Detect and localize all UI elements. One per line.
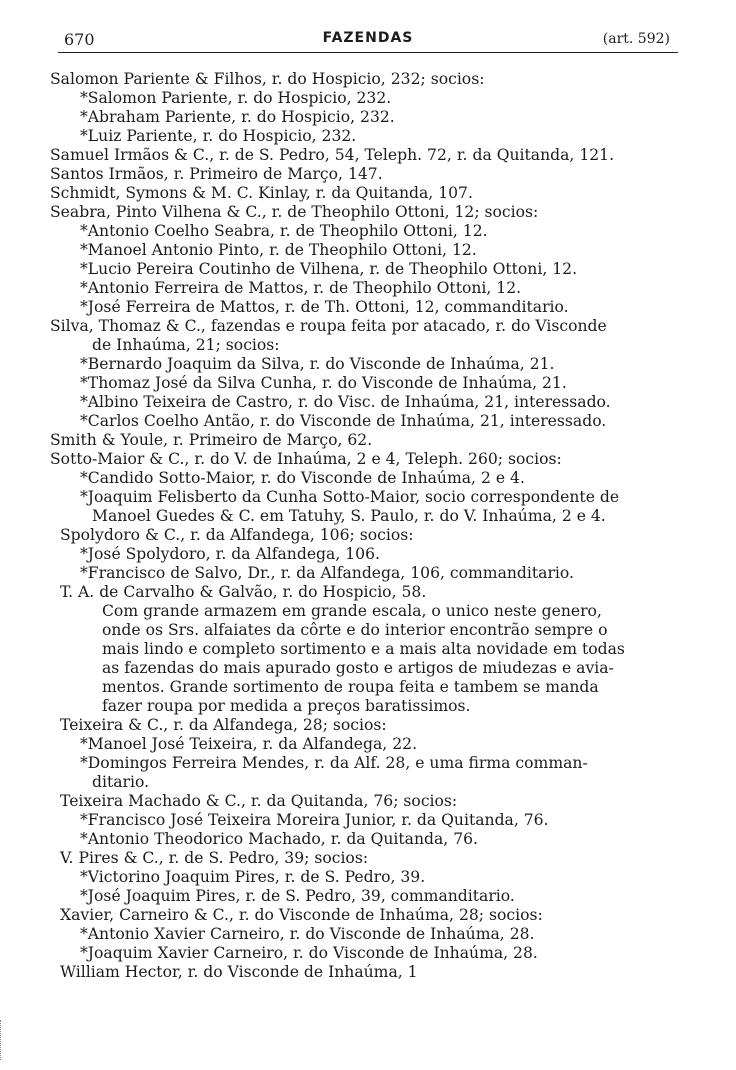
partner-entry: *Antonio Ferreira de Mattos, r. de Theophilo Ottoni, 12. (80, 279, 522, 297)
firm-entry: Smith & Youle, r. Primeiro de Março, 62. (50, 431, 373, 449)
partner-entry: *Lucio Pereira Coutinho de Vilhena, r. de Theophilo Ottoni, 12. (80, 260, 578, 278)
partner-entry: *Domingos Ferreira Mendes, r. da Alf. 28, e uma firma comman- (80, 754, 588, 772)
partner-entry: *José Ferreira de Mattos, r. de Th. Ottoni, 12, commanditario. (80, 298, 569, 316)
partner-entry: *Manoel Antonio Pinto, r. de Theophilo Ottoni, 12. (80, 241, 477, 259)
partner-entry: *Joaquim Felisberto da Cunha Sotto-Maior, socio correspondente de (80, 488, 620, 506)
page-title: FAZENDAS (322, 30, 414, 46)
firm-entry: T. A. de Carvalho & Galvão, r. do Hospicio, 58. (60, 583, 427, 601)
firm-entry: Salomon Pariente & Filhos, r. do Hospicio, 232; socios: (50, 70, 485, 88)
firm-entry: Teixeira & C., r. da Alfandega, 28; socios: (60, 716, 387, 734)
partner-entry: *Bernardo Joaquim da Silva, r. do Visconde de Inhaúma, 21. (80, 355, 555, 373)
firm-entry: V. Pires & C., r. de S. Pedro, 39; socios: (60, 849, 369, 867)
partner-entry: *Luiz Pariente, r. do Hospicio, 232. (80, 127, 357, 145)
firm-entry: Silva, Thomaz & C., fazendas e roupa feita por atacado, r. do Visconde (50, 317, 607, 335)
firm-entry: Xavier, Carneiro & C., r. do Visconde de Inhaúma, 28; socios: (60, 906, 543, 924)
advertisement-text: mais lindo e completo sortimento e a mais alta novidade em todas (102, 640, 625, 658)
advertisement-text: mentos. Grande sortimento de roupa feita e tambem se manda (102, 678, 599, 696)
advertisement-text: as fazendas do mais apurado gosto e artigos de miudezas e avia- (102, 659, 614, 677)
partner-entry: *Manoel José Teixeira, r. da Alfandega, 22. (80, 735, 418, 753)
partner-entry: *Victorino Joaquim Pires, r. de S. Pedro, 39. (80, 868, 426, 886)
page-header (58, 28, 678, 53)
firm-entry: Schmidt, Symons & M. C. Kinlay, r. da Quitanda, 107. (50, 184, 473, 202)
partner-entry: *José Spolydoro, r. da Alfandega, 106. (80, 545, 380, 563)
partner-entry: *Abraham Pariente, r. do Hospicio, 232. (80, 108, 395, 126)
firm-entry: Sotto-Maior & C., r. do V. de Inhaúma, 2 e 4, Teleph. 260; socios: (50, 450, 562, 468)
partner-entry: *José Joaquim Pires, r. de S. Pedro, 39, commanditario. (80, 887, 515, 905)
firm-entry: William Hector, r. do Visconde de Inhaúma, 1 (60, 963, 418, 981)
partner-entry: *Salomon Pariente, r. do Hospicio, 232. (80, 89, 392, 107)
partner-entry: *Albino Teixeira de Castro, r. do Visc. de Inhaúma, 21, interessado. (80, 393, 611, 411)
partner-entry: *Carlos Coelho Antão, r. do Visconde de Inhaúma, 21, interessado. (80, 412, 607, 430)
partner-entry: *Thomaz José da Silva Cunha, r. do Visconde de Inhaúma, 21. (80, 374, 567, 392)
advertisement-text: fazer roupa por medida a preços baratissimos. (102, 697, 471, 715)
partner-entry: *Antonio Xavier Carneiro, r. do Visconde de Inhaúma, 28. (80, 925, 535, 943)
advertisement-text: Com grande armazem em grande escala, o unico neste genero, (102, 602, 602, 620)
article-reference: (art. 592) (602, 31, 670, 47)
page-number: 670 (64, 30, 95, 49)
partner-entry: *Candido Sotto-Maior, r. do Visconde de Inhaúma, 2 e 4. (80, 469, 525, 487)
firm-entry: Samuel Irmãos & C., r. de S. Pedro, 54, Teleph. 72, r. da Quitanda, 121. (50, 146, 615, 164)
page-edge-mark (0, 1020, 7, 1060)
partner-entry: *Francisco de Salvo, Dr., r. da Alfandega, 106, commanditario. (80, 564, 574, 582)
partner-entry-continuation: ditario. (92, 773, 150, 791)
advertisement-text: onde os Srs. alfaiates da côrte e do interior encontrão sempre o (102, 621, 608, 639)
firm-entry: Seabra, Pinto Vilhena & C., r. de Theophilo Ottoni, 12; socios: (50, 203, 539, 221)
partner-entry: *Antonio Theodorico Machado, r. da Quitanda, 76. (80, 830, 479, 848)
partner-entry-continuation: Manoel Guedes & C. em Tatuhy, S. Paulo, r. do V. Inhaúma, 2 e 4. (92, 507, 606, 525)
partner-entry: *Francisco José Teixeira Moreira Junior, r. da Quitanda, 76. (80, 811, 549, 829)
firm-entry-continuation: de Inhaúma, 21; socios: (92, 336, 280, 354)
firm-entry: Santos Irmãos, r. Primeiro de Março, 147. (50, 165, 383, 183)
firm-entry: Teixeira Machado & C., r. da Quitanda, 76; socios: (60, 792, 458, 810)
partner-entry: *Antonio Coelho Seabra, r. de Theophilo Ottoni, 12. (80, 222, 488, 240)
partner-entry: *Joaquim Xavier Carneiro, r. do Visconde de Inhaúma, 28. (80, 944, 538, 962)
firm-entry: Spolydoro & C., r. da Alfandega, 106; socios: (60, 526, 414, 544)
